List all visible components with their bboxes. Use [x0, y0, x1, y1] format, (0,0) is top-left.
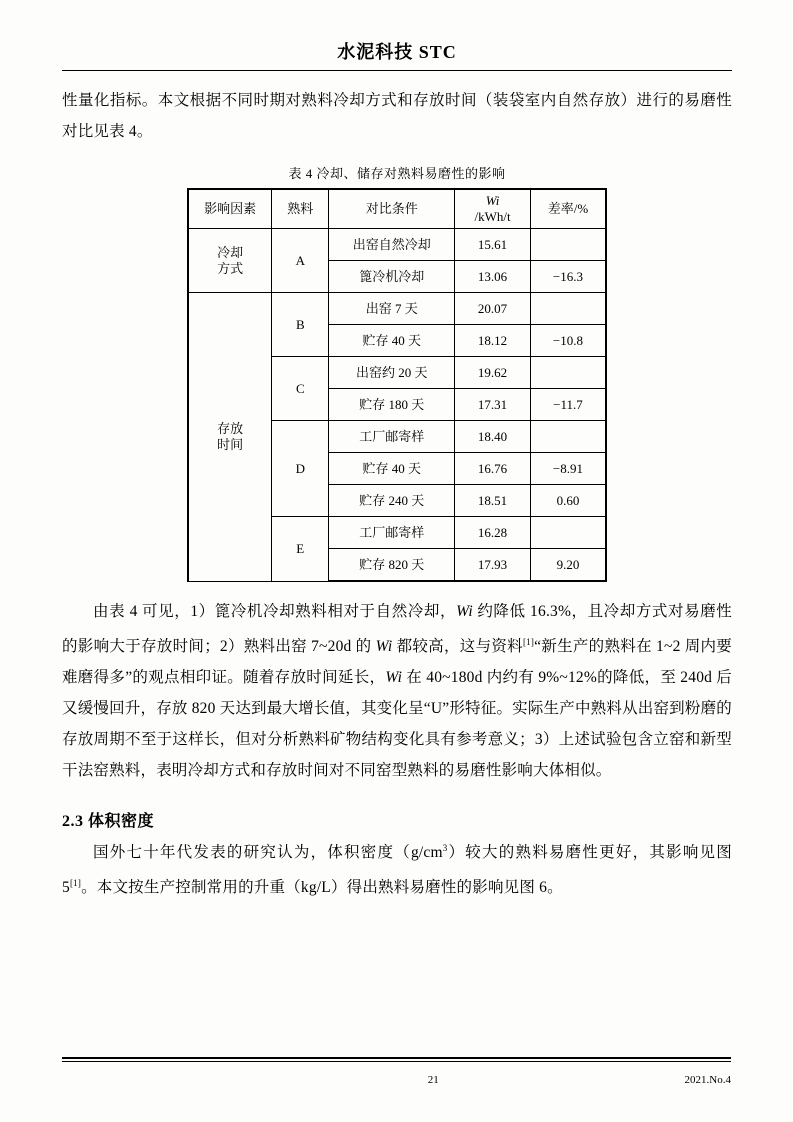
table-header-row: [188, 189, 606, 229]
cell-clinker-e: E: [272, 517, 329, 582]
cell-diff: −8.91: [530, 453, 606, 485]
header-clinker: 熟料: [272, 189, 329, 229]
cell-condition: 出窑 7 天: [329, 293, 455, 325]
paragraph-intro: 性量化指标。本文根据不同时期对熟料冷却方式和存放时间（装袋室内自然存放）进行的易磨性对比见表 4。: [62, 92, 732, 140]
analysis-text-a: 由表 4 可见，1）篦冷机冷却熟料相对于自然冷却，: [93, 603, 457, 620]
cell-wi: 18.51: [455, 485, 531, 517]
cell-diff: −10.8: [530, 325, 606, 357]
cell-diff: −16.3: [530, 261, 606, 293]
cell-condition: 工厂邮寄样: [329, 421, 455, 453]
cell-condition: 贮存 180 天: [329, 389, 455, 421]
cell-wi: 15.61: [455, 229, 531, 261]
cell-condition: 篦冷机冷却: [329, 261, 455, 293]
analysis-text-b: 约降低 16.3%，且冷却方式对易磨性的影响大于存放时间；2）熟料出窑 7~20d 的: [62, 603, 732, 656]
reference-marker-1: [1]: [522, 637, 535, 647]
cell-wi: 18.12: [455, 325, 531, 357]
header-wi-symbol: Wi: [485, 193, 500, 208]
header-diff: 差率/%: [530, 189, 606, 229]
density-text-a: 国外七十年代发表的研究认为，体积密度（g/cm: [93, 844, 443, 862]
cell-diff: 9.20: [530, 549, 606, 582]
cell-wi: 20.07: [455, 293, 531, 325]
cell-diff: [530, 293, 606, 325]
cell-condition: 出窑自然冷却: [329, 229, 455, 261]
footer-issue: 2021.No.4: [684, 1074, 731, 1086]
paragraph-density: [62, 833, 732, 903]
footer-page-number: 21: [427, 1074, 439, 1086]
cell-wi: 17.93: [455, 549, 531, 582]
header-wi: [455, 189, 531, 229]
footer-rule-thick: [62, 1057, 731, 1059]
cell-wi: 13.06: [455, 261, 531, 293]
analysis-wi-1: Wi: [456, 603, 473, 620]
analysis-text-d: “新生产的熟料在 1~2 周内要难磨得多”的观点相印证。随着存放时间延长，: [62, 638, 732, 687]
table-body: [188, 189, 606, 581]
cell-diff: [530, 517, 606, 549]
table-row: [188, 229, 606, 261]
reference-marker-2: [1]: [69, 878, 82, 889]
cell-diff: [530, 357, 606, 389]
page-footer: [62, 1074, 731, 1086]
cell-condition: 贮存 820 天: [329, 549, 455, 582]
grindability-table: [187, 188, 607, 582]
cell-condition: 出窑约 20 天: [329, 357, 455, 389]
cell-condition: 贮存 240 天: [329, 485, 455, 517]
cell-diff: [530, 421, 606, 453]
header-divider: [62, 70, 732, 71]
analysis-text-e: 在 40~180d 内约有 9%~12%的降低，至 240d 后又缓慢回升，存放 820 天达到最大增长值，其变化呈“U”形特征。实际生产中熟料从出窑到粉磨的存放周期不至于这样长，但对分析熟料矿物结构变化具有参考意义；3）上述试验包含立窑和新型干法窑熟料，表明冷却方式和存放时间对不同窑型熟料的易磨性影响大体相似。: [62, 669, 732, 780]
cell-wi: 17.31: [455, 389, 531, 421]
cell-clinker-a: A: [272, 229, 329, 293]
cell-wi: 16.28: [455, 517, 531, 549]
density-text-b: ）较大的熟料易磨性更好，其影响见图 5: [62, 844, 732, 897]
cell-wi: 18.40: [455, 421, 531, 453]
analysis-wi-2: Wi: [375, 638, 393, 656]
cell-diff: −11.7: [530, 389, 606, 421]
table-caption: 表 4 冷却、储存对熟料易磨性的影响: [288, 166, 506, 181]
page-content: [62, 38, 732, 903]
paragraph-analysis: [62, 596, 732, 786]
cell-condition: 工厂邮寄样: [329, 517, 455, 549]
page-header-title: 水泥科技 STC: [337, 42, 457, 62]
header-factor: 影响因素: [188, 189, 272, 229]
cell-condition: 贮存 40 天: [329, 325, 455, 357]
cell-condition: 贮存 40 天: [329, 453, 455, 485]
cell-clinker-b: B: [272, 293, 329, 357]
analysis-wi-3: Wi: [385, 669, 403, 687]
header-condition: 对比条件: [329, 189, 455, 229]
header-wi-unit: /kWh/t: [474, 209, 511, 224]
cell-clinker-d: D: [272, 421, 329, 517]
section-heading-2-3: 2.3 体积密度: [62, 813, 155, 831]
table-row: [188, 293, 606, 325]
spacer: [62, 582, 732, 596]
analysis-text-c: 都较高，这与资料: [392, 638, 523, 656]
cell-factor-cooling: 冷却 方式: [188, 229, 272, 293]
cell-diff: 0.60: [530, 485, 606, 517]
cell-wi: 16.76: [455, 453, 531, 485]
footer-divider: [62, 1057, 731, 1063]
cell-diff: [530, 229, 606, 261]
footer-rule-thin: [62, 1061, 731, 1062]
cell-wi: 19.62: [455, 357, 531, 389]
cell-clinker-c: C: [272, 357, 329, 421]
density-superscript: 3: [442, 843, 448, 854]
density-text-c: 。本文按生产控制常用的升重（kg/L）得出熟料易磨性的影响见图 6。: [81, 879, 563, 897]
cell-factor-storage: 存放 时间: [188, 293, 272, 582]
